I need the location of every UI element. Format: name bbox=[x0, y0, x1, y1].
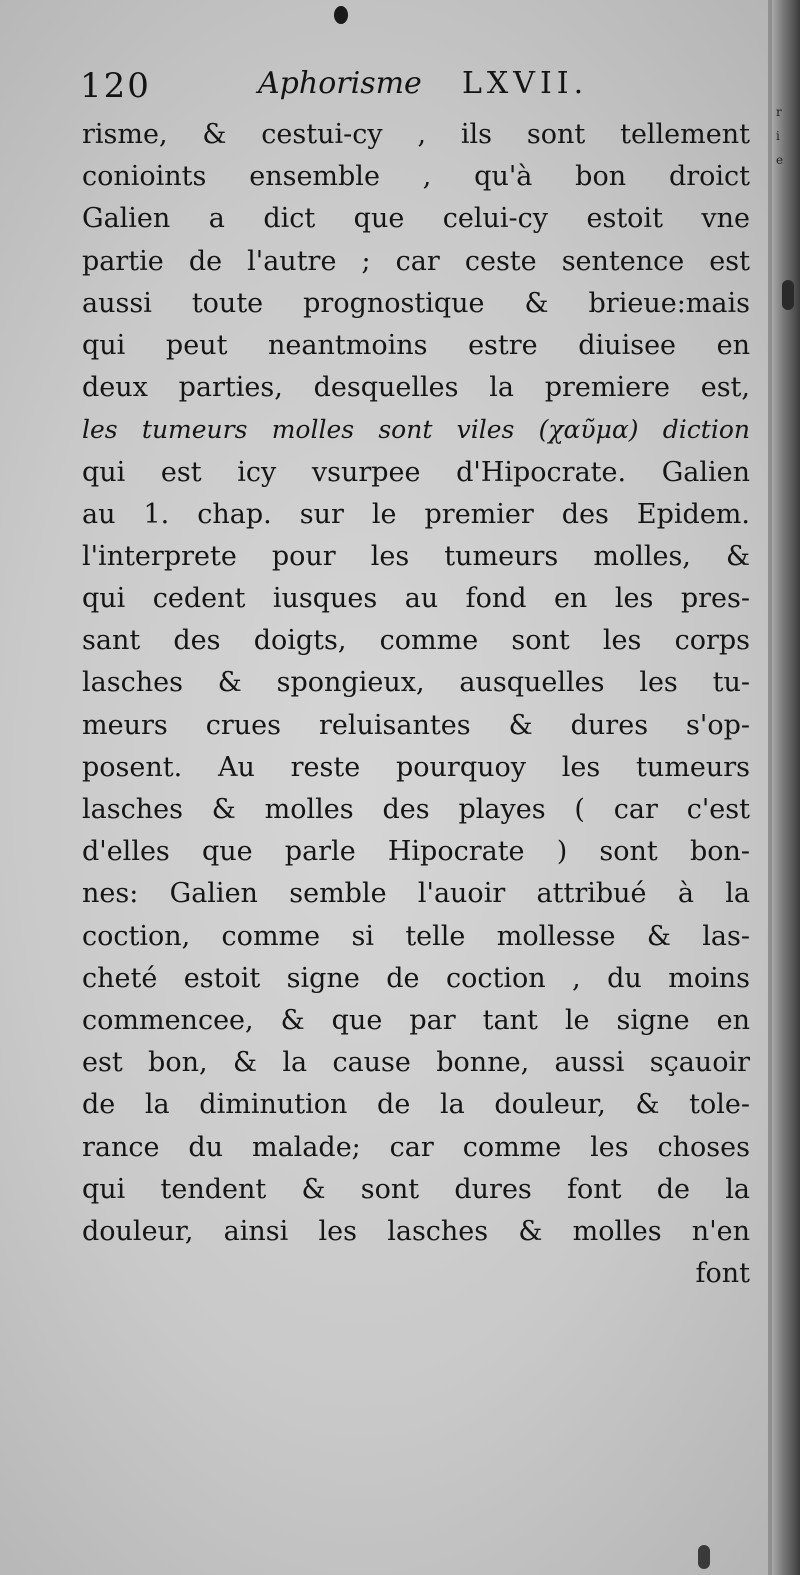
text-line: risme, & cestui-cy , ils sont tellement bbox=[82, 119, 750, 150]
catchword: font bbox=[695, 1258, 750, 1290]
text-line: de la diminution de la douleur, & tole- bbox=[82, 1089, 750, 1121]
ink-blot bbox=[334, 6, 348, 24]
text-line: qui tendent & sont dures font de la bbox=[82, 1173, 750, 1205]
running-head bbox=[80, 62, 740, 112]
text-line: douleur, ainsi les lasches & molles n'en bbox=[82, 1215, 750, 1247]
text-line: au 1. chap. sur le premier des Epidem. bbox=[82, 498, 750, 530]
text-line-italic: les tumeurs molles sont viles (χαῦμα) diction bbox=[82, 415, 750, 445]
text-line: conioints ensemble , qu'à bon droict bbox=[82, 161, 750, 193]
text-line: qui peut neantmoins estre diuisee en bbox=[82, 329, 750, 361]
text-line: sant des doigts, comme sont les corps bbox=[82, 625, 750, 657]
text-line: qui est icy vsurpee d'Hipocrate. Galien bbox=[82, 456, 750, 488]
text-line: lasches & spongieux, ausquelles les tu- bbox=[82, 667, 750, 699]
page-number: 120 bbox=[80, 66, 151, 106]
binding-gutter bbox=[772, 0, 800, 1575]
text-line: qui cedent iusques au fond en les pres- bbox=[82, 583, 750, 615]
aphorism-number: LXVII. bbox=[462, 66, 589, 101]
text-line: d'elles que parle Hipocrate ) sont bon- bbox=[82, 836, 750, 868]
marginal-letter: i bbox=[776, 129, 780, 143]
text-line: lasches & molles des playes ( car c'est bbox=[82, 794, 750, 825]
body-text bbox=[82, 114, 750, 1295]
text-line: Galien a dict que celui-cy estoit vne bbox=[82, 203, 750, 235]
text-line: partie de l'autre ; car ceste sentence est bbox=[82, 245, 750, 277]
running-title: Aphorisme bbox=[258, 66, 422, 101]
text-line: cheté estoit signe de coction , du moins bbox=[82, 962, 750, 994]
text-line: deux parties, desquelles la premiere est, bbox=[82, 372, 750, 404]
text-line: est bon, & la cause bonne, aussi sçauoir bbox=[82, 1047, 750, 1079]
text-line: coction, comme si telle mollesse & las- bbox=[82, 920, 750, 952]
text-line: l'interprete pour les tumeurs molles, & bbox=[82, 540, 750, 572]
ink-spot bbox=[698, 1545, 710, 1569]
text-line: commencee, & que par tant le signe en bbox=[82, 1004, 750, 1036]
text-line: posent. Au reste pourquoy les tumeurs bbox=[82, 751, 750, 783]
marginal-letter: e bbox=[776, 153, 784, 167]
text-line: meurs crues reluisantes & dures s'op- bbox=[82, 709, 750, 741]
text-line: rance du malade; car comme les choses bbox=[82, 1131, 750, 1163]
marginal-letters bbox=[776, 100, 784, 170]
text-line: aussi toute prognostique & brieue:mais bbox=[82, 287, 750, 319]
text-line: nes: Galien semble l'auoir attribué à la bbox=[82, 878, 750, 910]
binding-thread-mark bbox=[782, 280, 794, 310]
marginal-letter: r bbox=[776, 105, 782, 119]
